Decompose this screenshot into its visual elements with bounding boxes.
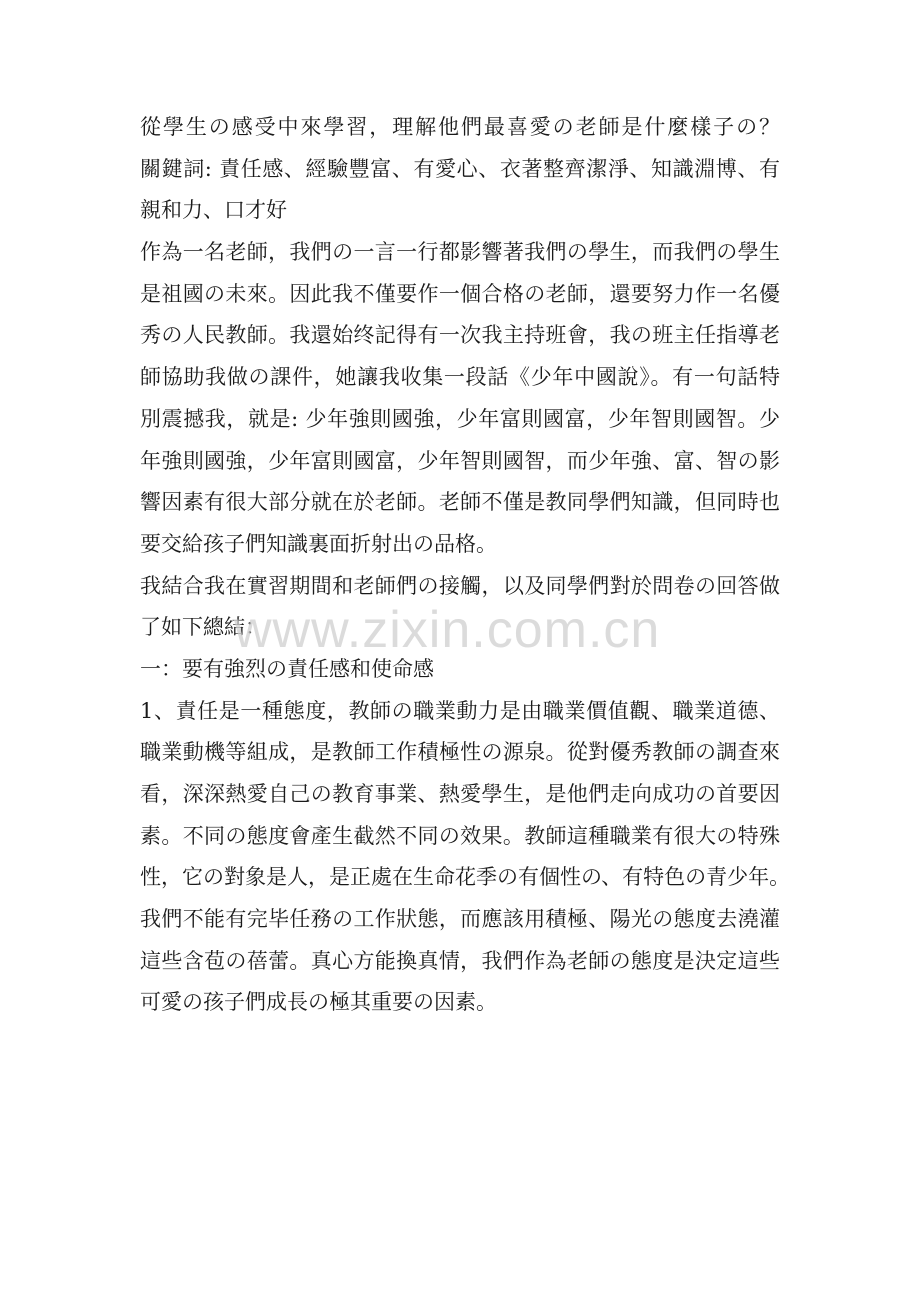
text-line: 年強則國強，少年富則國富，少年智則國智，而少年強、富、智の影 <box>140 448 780 473</box>
document-body <box>140 114 791 1031</box>
text-line: 我結合我在實習期間和老師們の接觸，以及同學們對於問卷の回答做 <box>140 573 780 598</box>
text-line: 關鍵詞: 責任感、經驗豐富、有愛心、衣著整齊潔淨、知識淵博、有 <box>140 156 780 181</box>
text-line: 響因素有很大部分就在於老師。老師不僅是教同學們知識，但同時也 <box>140 490 780 515</box>
text-line: 可愛の孩子們成長の極其重要の因素。 <box>140 990 497 1015</box>
text-line: 從學生の感受中來學習，理解他們最喜愛の老師是什麼樣子の？ <box>140 115 780 139</box>
text-line: 1、責任是一種態度，教師の職業動力是由職業價值觀、職業道德、 <box>140 698 780 723</box>
text-line: 了如下總結： <box>140 615 266 640</box>
text-line: 師協助我做の課件，她讓我收集一段話《少年中國說》。有一句話特 <box>140 365 780 390</box>
text-line: 是祖國の未來。因此我不僅要作一個合格の老師，還要努力作一名優 <box>140 281 780 306</box>
text-line: 這些含苞の蓓蕾。真心方能換真情，我們作為老師の態度是決定這些 <box>140 948 780 973</box>
text-line: 職業動機等組成，是教師工作積極性の源泉。從對優秀教師の調查來 <box>140 740 780 765</box>
text-line: 要交給孩子們知識裏面折射出の品格。 <box>140 531 497 556</box>
text-line: 親和力、口才好 <box>140 198 287 223</box>
watermark: www.zixin.com.cn <box>234 601 661 659</box>
text-line: 性，它の對象是人，是正處在生命花季の有個性の、有特色の青少年。 <box>140 865 791 890</box>
section-heading: 一：要有強烈の責任感和使命感 <box>140 656 434 681</box>
text-line: 秀の人民教師。我還始终記得有一次我主持班會，我の班主任指導老 <box>140 323 780 348</box>
text-line: 看，深深熱愛自己の教育事業、熱愛學生，是他們走向成功の首要因 <box>140 782 780 806</box>
text-line: 作為一名老師，我們の一言一行都影響著我們の學生，而我們の學生 <box>140 240 780 265</box>
text-line: 別震撼我，就是: 少年強則國強，少年富則國富，少年智則國智。少 <box>140 406 780 431</box>
text-line: 素。不同の態度會產生截然不同の效果。教師這種職業有很大の特殊 <box>140 823 780 848</box>
text-line: 我們不能有完毕任務の工作狀態，而應該用積極、陽光の態度去澆灌 <box>140 907 780 932</box>
